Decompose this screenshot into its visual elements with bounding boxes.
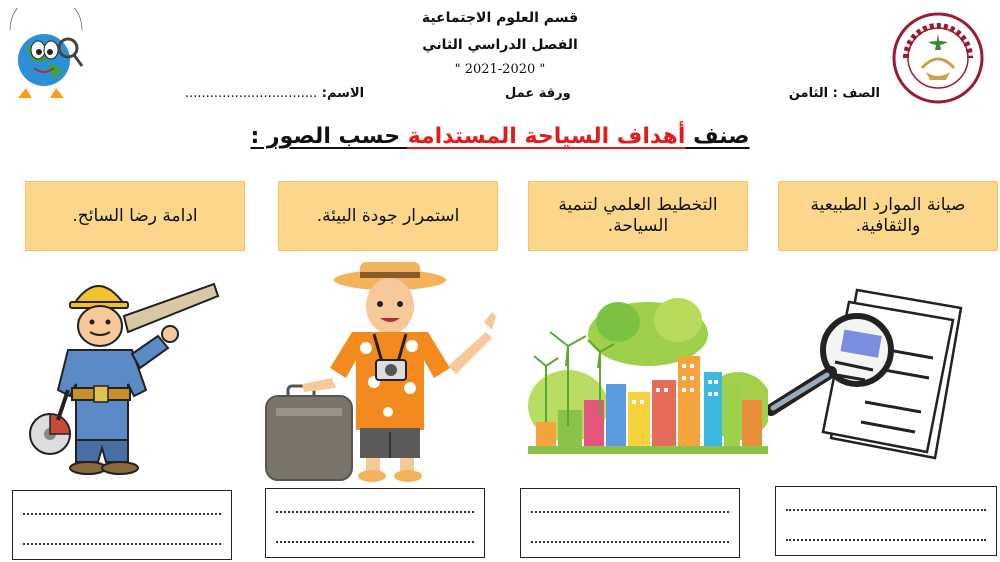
green-city-icon — [528, 296, 768, 454]
class-label: الصف : الثامن — [788, 86, 880, 101]
goal-card-1: صيانة الموارد الطبيعية والثقافية. — [778, 181, 998, 251]
ministry-emblem-icon — [892, 12, 984, 104]
answer-line — [276, 541, 474, 543]
magnifier-document-icon — [765, 282, 985, 462]
name-field — [185, 86, 364, 101]
answer-line — [786, 539, 986, 541]
term-heading: الفصل الدراسي الثاني — [422, 37, 578, 53]
answer-box-4[interactable] — [12, 490, 232, 560]
answer-line — [786, 509, 986, 511]
name-label: الاسم: — [321, 86, 365, 101]
worksheet-label: ورقة عمل — [505, 86, 571, 101]
answer-line — [531, 541, 729, 543]
department-heading: قسم العلوم الاجتماعية — [421, 10, 579, 26]
year-heading: " 2021-2020 " — [454, 62, 546, 77]
answer-line — [276, 511, 474, 513]
title-suffix: حسب الصور : — [250, 124, 408, 149]
answer-box-2[interactable] — [520, 488, 740, 558]
name-dots: ................................ — [185, 86, 318, 101]
answer-line — [23, 513, 221, 515]
construction-worker-icon — [28, 270, 224, 476]
answer-line — [23, 543, 221, 545]
goal-card-3: استمرار جودة البيئة. — [278, 181, 498, 251]
goal-card-4: ادامة رضا السائح. — [25, 181, 245, 251]
goal-card-2: التخطيط العلمي لتنمية السياحة. — [528, 181, 748, 251]
answer-box-3[interactable] — [265, 488, 485, 558]
globe-mascot-icon — [4, 8, 88, 102]
page-title — [0, 124, 1000, 149]
title-prefix: صنف — [685, 124, 750, 149]
tourist-icon — [262, 262, 522, 484]
answer-line — [531, 511, 729, 513]
answer-box-1[interactable] — [775, 486, 997, 556]
title-highlight: أهداف السياحة المستدامة — [407, 124, 686, 149]
